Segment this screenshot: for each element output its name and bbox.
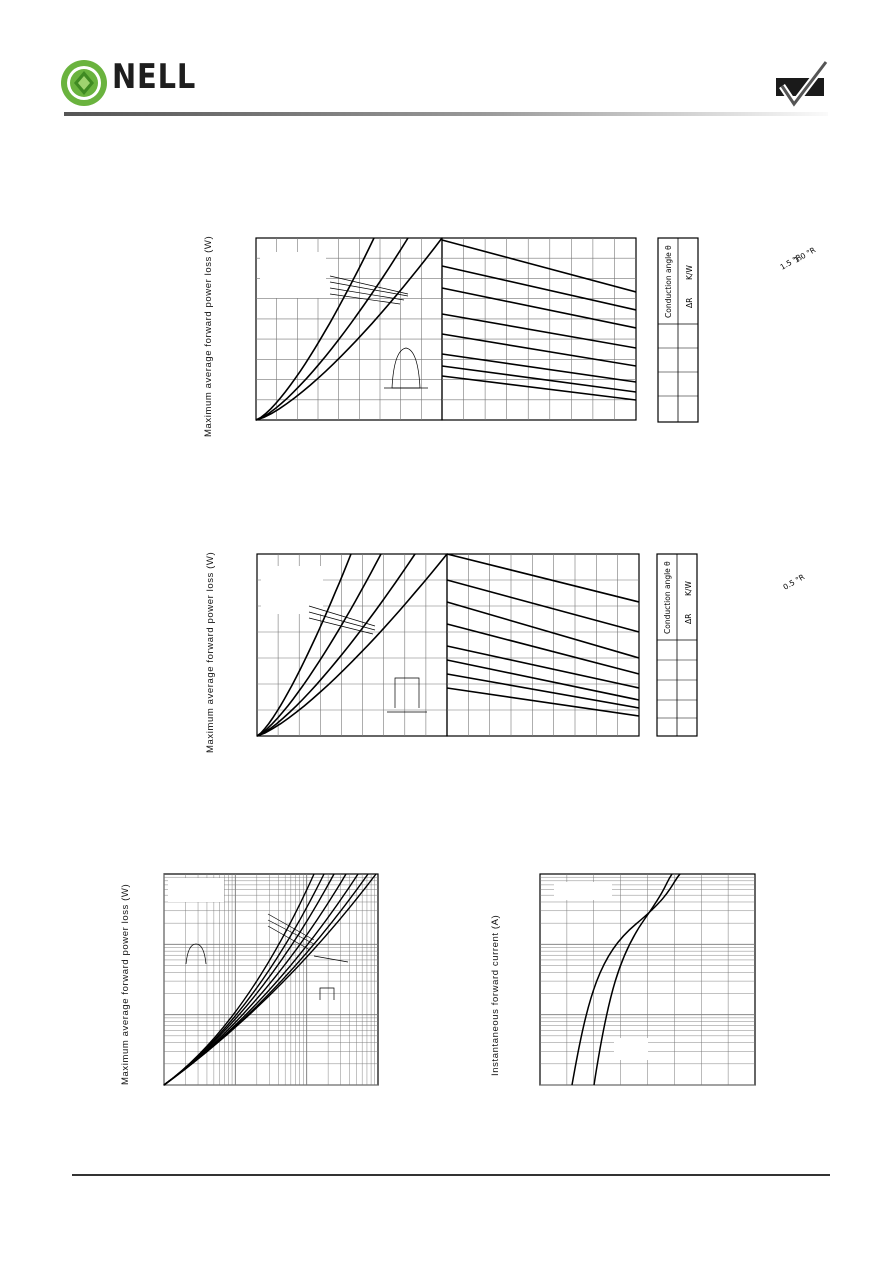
chart4-plot <box>538 872 758 1088</box>
resistance-line <box>442 334 636 366</box>
leader-line <box>268 926 310 950</box>
resistance-line <box>442 354 636 382</box>
chart1-curve-label-2: 1.5 °R <box>778 252 804 272</box>
label-box <box>261 566 323 614</box>
chart2-curve-label-1: 0.5 °R <box>781 572 807 592</box>
label-box <box>554 882 612 900</box>
leader-line <box>309 612 375 630</box>
chart2-table-header: Conduction angle θ <box>663 561 672 634</box>
square-wave-icon <box>320 988 334 1000</box>
chart1-table-header: Conduction angle θ <box>664 245 673 318</box>
resistance-line <box>442 266 636 310</box>
footer-rule <box>72 1174 830 1176</box>
half-sine-icon <box>186 944 206 964</box>
curve-line <box>164 874 334 1085</box>
half-sine-icon <box>392 348 420 388</box>
chart1-plot <box>254 236 818 424</box>
chart2-table-unit: K/W <box>684 581 693 596</box>
resistance-line <box>447 674 639 708</box>
curve-line <box>164 874 358 1085</box>
chart1-table <box>658 238 698 422</box>
leader-line <box>330 282 408 296</box>
chart1-curve-label-1: 1.0 °R <box>792 245 818 265</box>
chart1-table-delta: ΔR <box>685 297 694 308</box>
curve-line <box>164 874 346 1085</box>
checkmark-icon <box>776 60 828 110</box>
header-rule <box>64 112 828 116</box>
label-box <box>614 1038 648 1060</box>
leader-line <box>330 288 404 300</box>
label-box <box>260 252 326 298</box>
chart3-ylabel: Maximum average forward power loss (W) <box>120 883 131 1085</box>
square-wave-icon <box>395 678 419 708</box>
chart1-right-panel <box>442 238 817 420</box>
chart2-left-panel <box>257 554 447 736</box>
chart3-plot <box>162 872 382 1088</box>
label-box <box>168 878 224 902</box>
chart1-left-panel <box>256 238 442 420</box>
leader-line <box>314 956 348 962</box>
curve-line <box>164 874 324 1085</box>
resistance-line <box>447 688 639 716</box>
resistance-line <box>447 554 639 602</box>
chart2-ylabel: Maximum average forward power loss (W) <box>205 551 216 753</box>
chart2-plot <box>255 552 807 740</box>
curve-line <box>164 874 314 1085</box>
chart1-ylabel: Maximum average forward power loss (W) <box>203 235 214 437</box>
chart2-right-panel <box>447 554 806 736</box>
resistance-line <box>442 288 636 328</box>
chart2-table-delta: ΔR <box>684 613 693 624</box>
resistance-line <box>442 240 636 292</box>
chart1-table-unit: K/W <box>685 265 694 280</box>
chart4-ylabel: Instantaneous forward current (A) <box>490 914 501 1076</box>
logo-text: NELL <box>112 57 197 97</box>
chart2-table <box>657 554 697 736</box>
